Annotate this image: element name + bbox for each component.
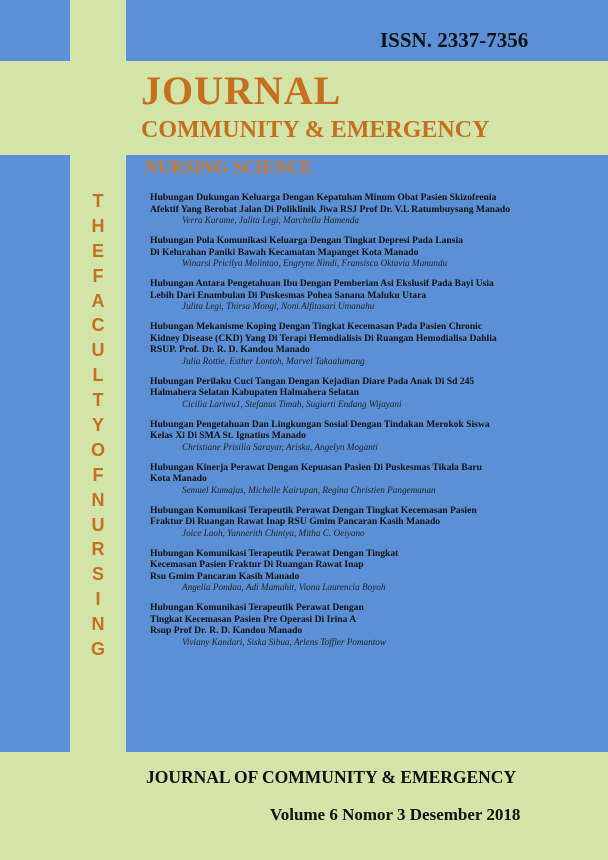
vertical-letter: S <box>91 564 104 585</box>
article-title-line: Kelas Xi Di SMA St. Ignatius Manado <box>150 430 306 441</box>
article-title-line: Afektif Yang Berobat Jalan Di Poliklinik Jiwa RSJ Prof Dr. V.L Ratumbuysang Manado <box>150 203 511 215</box>
article-entry <box>150 602 580 648</box>
article-entry <box>150 235 580 269</box>
article-entry <box>150 192 580 226</box>
article-entry <box>150 376 580 410</box>
article-title-line: Hubungan Perilaku Cuci Tangan Dengan Kejadian Diare Pada Anak Di Sd 245 <box>150 375 475 387</box>
article-entry <box>150 419 580 453</box>
article-entry <box>150 505 580 539</box>
vertical-letter: G <box>90 639 105 660</box>
article-title-line: Kidney Disease (CKD) Yang Di Terapi Hemodialisis Di Ruangan Hemodialisa Dahlia <box>150 332 497 344</box>
journal-title: JOURNAL <box>141 68 342 113</box>
vertical-letter: F <box>92 464 104 485</box>
article-title-line: Rsu Gmim Pancaran Kasih Manado <box>150 570 300 582</box>
article-title-line: Hubungan Komunikasi Terapeutik Perawat Dengan <box>150 602 364 613</box>
article-title-line: Lebih Dari Enambulan Di Puskesmas Pohea Sanana Maluku Utara <box>150 289 427 301</box>
article-title-line: Rsup Prof Dr. R. D. Kandou Manado <box>150 625 303 636</box>
article-title-line: Hubungan Kinerja Perawat Dengan Kepuasan Pasien Di Puskesmas Tikala Baru <box>150 461 483 473</box>
vertical-letter: N <box>91 489 105 510</box>
article-title-line: Di Kelurahan Paniki Bawah Kecamatan Mapanget Kota Manado <box>150 246 419 258</box>
article-title-line: Hubungan Mekanisme Koping Dengan Tingkat Kecemasan Pada Pasien Chronic <box>150 321 483 332</box>
article-title-line: Tingkat Kecemasan Pasien Pre Operasi Di Irina A <box>150 613 357 625</box>
vertical-letter: A <box>91 290 105 311</box>
article-entry <box>150 278 580 312</box>
article-list <box>150 192 580 657</box>
vertical-letter: U <box>91 340 105 361</box>
article-entry <box>150 321 580 367</box>
article-authors: Semuel Kumajas, Michelle Kairupan, Regina Christien Pangemanan <box>182 484 436 495</box>
vertical-letter: U <box>91 514 105 535</box>
article-title-line: Hubungan Komunikasi Terapeutik Perawat Dengan Tingkat <box>150 547 399 559</box>
vertical-letter: H <box>91 215 105 236</box>
article-authors: Joice Laoh, Yannerith Chintya, Mitha C. Oeiyano <box>182 527 365 538</box>
article-entry <box>150 548 580 594</box>
vertical-letter: O <box>90 439 105 460</box>
article-authors: Julia Rottie, Esther Lontoh, Marvel Takaalumang <box>182 355 365 366</box>
journal-subtitle-secondary: NURSING SCIENCE <box>145 157 313 177</box>
vertical-letter: C <box>91 315 105 336</box>
vertical-letter: T <box>92 191 104 211</box>
issn-number: ISSN. 2337-7356 <box>380 28 529 52</box>
article-title-line: Fraktur Di Ruangan Rawat Inap RSU Gmim Pancaran Kasih Manado <box>150 516 441 527</box>
article-authors: Viviany Kandari, Siska Sibua, Arlens Toffler Pomantow <box>182 636 386 647</box>
article-authors: Verra Karame, Julita Legi, Marchella Hamenda <box>182 215 360 225</box>
article-title-line: Kecemasan Pasien Fraktur Di Ruangan Rawat Inap <box>150 559 364 570</box>
article-title-line: RSUP. Prof. Dr. R. D. Kandou Manado <box>150 344 310 355</box>
vertical-letter: R <box>91 539 105 560</box>
article-authors: Cicilia Lariwu1, Stefanus Timah, Sugiarti Endang Wijayani <box>182 398 402 409</box>
journal-subtitle: COMMUNITY & EMERGENCY <box>141 117 490 143</box>
volume-issue-date: Volume 6 Nomor 3 Desember 2018 <box>270 805 521 824</box>
article-authors: Christiane Prisilia Sarayar, Ariska, Angelyn Moganti <box>182 441 378 452</box>
vertical-letter: L <box>92 365 104 386</box>
article-title-line: Kota Manado <box>150 473 207 484</box>
article-authors: Angelia Pondaa, Adi Mamahit, Viona Laurencia Boyoh <box>182 582 386 592</box>
vertical-letter: E <box>91 240 104 261</box>
article-authors: Julita Legi, Thirsa Mongi, Noni Alfitasari Umanahu <box>182 301 375 311</box>
vertical-letter: T <box>92 390 104 411</box>
article-title-line: Hubungan Pola Komunikasi Keluarga Dengan Tingkat Depresi Pada Lansia <box>150 235 463 246</box>
article-authors: Winarsi Pricilya Molintao, Engryne Nindi, Fransisca Oktavia Manundu <box>182 258 448 268</box>
vertical-letter: F <box>92 265 104 286</box>
article-entry <box>150 462 580 496</box>
vertical-letter: N <box>91 614 105 635</box>
article-title-line: Hubungan Komunikasi Terapeutik Perawat Dengan Tingkat Kecemasan Pasien <box>150 504 477 516</box>
article-title-line: Halmahera Selatan Kabupaten Halmahera Selatan <box>150 387 359 398</box>
article-title-line: Hubungan Antara Pengetahuan Ibu Dengan Pemberian Asi Ekslusif Pada Bayi Usia <box>150 278 494 289</box>
vertical-letter: Y <box>91 415 104 436</box>
article-title-line: Hubungan Pengetahuan Dan Lingkungan Sosial Dengan Tindakan Merokok Siswa <box>150 418 490 430</box>
vertical-faculty-text <box>84 189 112 662</box>
article-title-line: Hubungan Dukungan Keluarga Dengan Kepatuhan Minum Obat Pasien Skizofrenia <box>150 192 497 203</box>
vertical-letter: I <box>95 589 101 610</box>
footer-journal-title: JOURNAL OF COMMUNITY & EMERGENCY <box>146 767 517 787</box>
